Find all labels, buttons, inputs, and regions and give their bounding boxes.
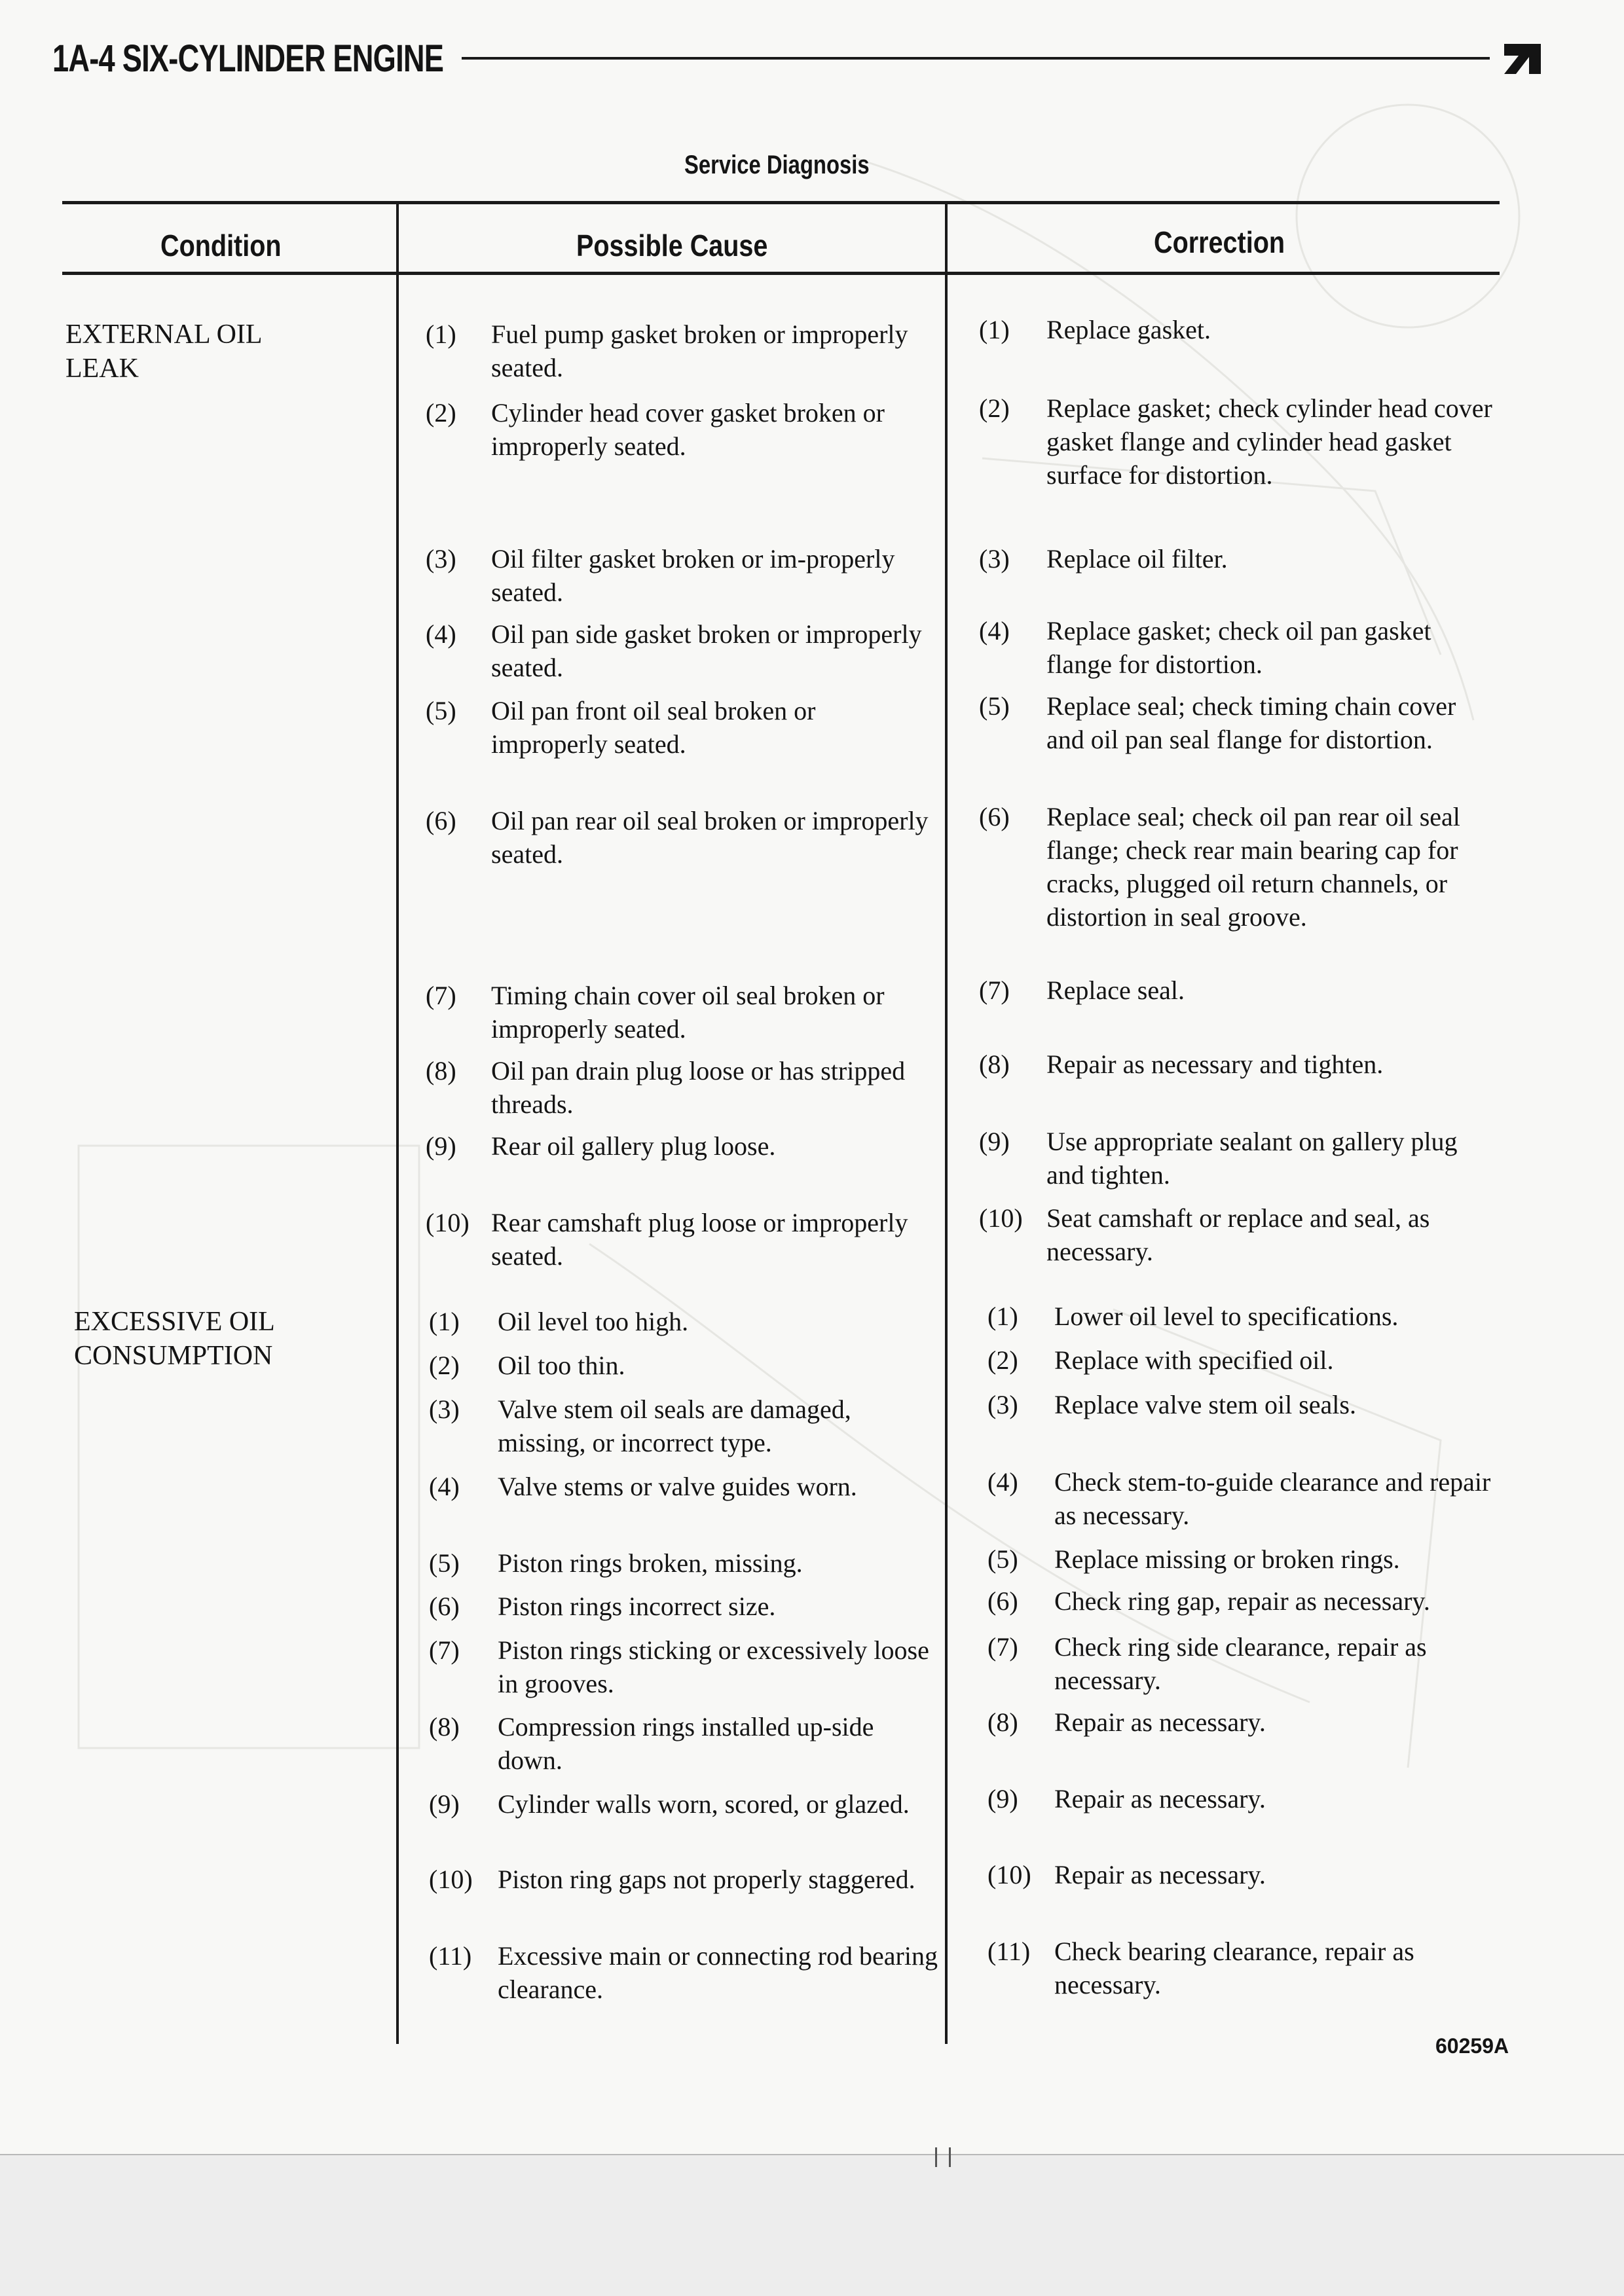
correction-number: (3) <box>987 1390 1018 1419</box>
table-header-rule <box>62 272 1500 275</box>
cause-number: (2) <box>426 398 456 428</box>
column-header-correction: Correction <box>1154 225 1285 259</box>
correction-number: (6) <box>987 1586 1018 1616</box>
correction-text: Repair as necessary. <box>1054 1784 1266 1813</box>
correction-text: Repair as necessary. <box>1054 1707 1266 1737</box>
binding-mark <box>935 2147 951 2167</box>
possible-cause-text: Piston rings sticking or excessively loose in grooves. <box>498 1635 929 1698</box>
correction-number: (7) <box>979 975 1010 1005</box>
document-number: 60259A <box>1435 2034 1509 2058</box>
possible-cause-text: Fuel pump gasket broken or improperly seated. <box>491 319 908 382</box>
correction-number: (11) <box>987 1937 1031 1966</box>
possible-cause-text: Compression rings installed up-side down. <box>498 1712 874 1775</box>
correction-number: (4) <box>979 616 1010 646</box>
possible-cause-text: Oil pan rear oil seal broken or improperly seated. <box>491 806 929 869</box>
page-title: 1A-4 SIX-CYLINDER ENGINE <box>52 37 444 80</box>
correction-text: Use appropriate sealant on gallery plug and tighten. <box>1046 1127 1458 1190</box>
possible-cause-text: Oil level too high. <box>498 1307 689 1336</box>
correction-text: Replace gasket. <box>1046 315 1211 344</box>
cause-number: (10) <box>429 1865 473 1894</box>
correction-text: Replace gasket; check oil pan gasket flange for distortion. <box>1046 616 1431 679</box>
correction-number: (10) <box>979 1203 1023 1233</box>
correction-number: (6) <box>979 802 1010 831</box>
correction-number: (2) <box>987 1345 1018 1375</box>
correction-text: Replace seal; check oil pan rear oil seal flange; check rear main bearing cap for cracks, plugged oil return channels, or distortion in seal groove. <box>1046 802 1460 932</box>
cause-number: (1) <box>426 319 456 349</box>
correction-number: (1) <box>979 315 1010 344</box>
cause-number: (7) <box>429 1635 460 1665</box>
correction-number: (9) <box>979 1127 1010 1156</box>
cause-number: (8) <box>429 1712 460 1741</box>
possible-cause-text: Oil pan side gasket broken or improperly seated. <box>491 619 922 682</box>
page-header <box>52 36 1506 82</box>
correction-text: Replace with specified oil. <box>1054 1345 1334 1375</box>
correction-text: Check ring side clearance, repair as necessary. <box>1054 1632 1427 1695</box>
correction-text: Replace seal; check timing chain cover and oil pan seal flange for distortion. <box>1046 691 1456 754</box>
correction-number: (5) <box>979 691 1010 721</box>
correction-text: Repair as necessary and tighten. <box>1046 1049 1384 1079</box>
correction-text: Replace valve stem oil seals. <box>1054 1390 1356 1419</box>
correction-text: Repair as necessary. <box>1054 1860 1266 1889</box>
possible-cause-text: Oil filter gasket broken or im-properly seated. <box>491 544 895 607</box>
correction-text: Check bearing clearance, repair as necessary. <box>1054 1937 1414 1999</box>
correction-number: (8) <box>987 1707 1018 1737</box>
column-header-condition: Condition <box>160 228 282 263</box>
correction-number: (3) <box>979 544 1010 574</box>
correction-text: Lower oil level to specifications. <box>1054 1302 1399 1331</box>
correction-text: Check ring gap, repair as necessary. <box>1054 1586 1430 1616</box>
possible-cause-text: Oil pan front oil seal broken or improperly seated. <box>491 696 816 759</box>
cause-number: (6) <box>429 1592 460 1621</box>
possible-cause-text: Rear oil gallery plug loose. <box>491 1131 776 1161</box>
possible-cause-text: Oil pan drain plug loose or has stripped threads. <box>491 1056 906 1119</box>
correction-number: (5) <box>987 1544 1018 1574</box>
correction-text: Seat camshaft or replace and seal, as necessary. <box>1046 1203 1430 1266</box>
cause-number: (5) <box>429 1548 460 1578</box>
column-divider-1 <box>396 204 399 2044</box>
condition-external-oil-leak: EXTERNAL OIL LEAK <box>65 319 261 384</box>
possible-cause-text: Cylinder head cover gasket broken or improperly seated. <box>491 398 885 461</box>
cause-number: (10) <box>426 1208 470 1237</box>
correction-number: (10) <box>987 1860 1031 1889</box>
table-top-rule <box>62 201 1500 204</box>
correction-number: (1) <box>987 1302 1018 1331</box>
cause-number: (5) <box>426 696 456 725</box>
cause-number: (6) <box>426 806 456 835</box>
condition-excessive-oil-consumption: EXCESSIVE OIL CONSUMPTION <box>74 1307 274 1371</box>
correction-text: Replace gasket; check cylinder head cover gasket flange and cylinder head gasket surface for distortion. <box>1046 393 1492 490</box>
cause-number: (11) <box>429 1941 472 1971</box>
possible-cause-text: Rear camshaft plug loose or improperly seated. <box>491 1208 908 1271</box>
correction-number: (9) <box>987 1784 1018 1813</box>
correction-text: Check stem-to-guide clearance and repair as necessary. <box>1054 1467 1491 1530</box>
publisher-mark-icon <box>1503 41 1542 75</box>
cause-number: (7) <box>426 981 456 1010</box>
column-divider-2 <box>945 204 948 2044</box>
cause-number: (2) <box>429 1351 460 1380</box>
possible-cause-text: Oil too thin. <box>498 1351 625 1380</box>
cause-number: (3) <box>429 1394 460 1424</box>
cause-number: (9) <box>426 1131 456 1161</box>
correction-text: Replace missing or broken rings. <box>1054 1544 1400 1574</box>
possible-cause-text: Piston rings incorrect size. <box>498 1592 776 1621</box>
correction-number: (4) <box>987 1467 1018 1497</box>
correction-number: (8) <box>979 1049 1010 1079</box>
possible-cause-text: Excessive main or connecting rod bearing clearance. <box>498 1941 938 2004</box>
cause-number: (1) <box>429 1307 460 1336</box>
possible-cause-text: Piston ring gaps not properly staggered. <box>498 1865 915 1894</box>
cause-number: (8) <box>426 1056 456 1085</box>
column-header-possible-cause: Possible Cause <box>576 228 768 263</box>
possible-cause-text: Cylinder walls worn, scored, or glazed. <box>498 1789 910 1819</box>
possible-cause-text: Piston rings broken, missing. <box>498 1548 803 1578</box>
cause-number: (4) <box>429 1472 460 1501</box>
cause-number: (9) <box>429 1789 460 1819</box>
cause-number: (4) <box>426 619 456 649</box>
header-rule <box>462 57 1490 60</box>
possible-cause-text: Timing chain cover oil seal broken or improperly seated. <box>491 981 885 1044</box>
correction-number: (7) <box>987 1632 1018 1662</box>
correction-text: Replace seal. <box>1046 975 1185 1005</box>
possible-cause-text: Valve stem oil seals are damaged, missing, or incorrect type. <box>498 1394 851 1457</box>
cause-number: (3) <box>426 544 456 574</box>
table-title: Service Diagnosis <box>684 151 870 179</box>
possible-cause-text: Valve stems or valve guides worn. <box>498 1472 857 1501</box>
correction-number: (2) <box>979 393 1010 423</box>
correction-text: Replace oil filter. <box>1046 544 1228 574</box>
